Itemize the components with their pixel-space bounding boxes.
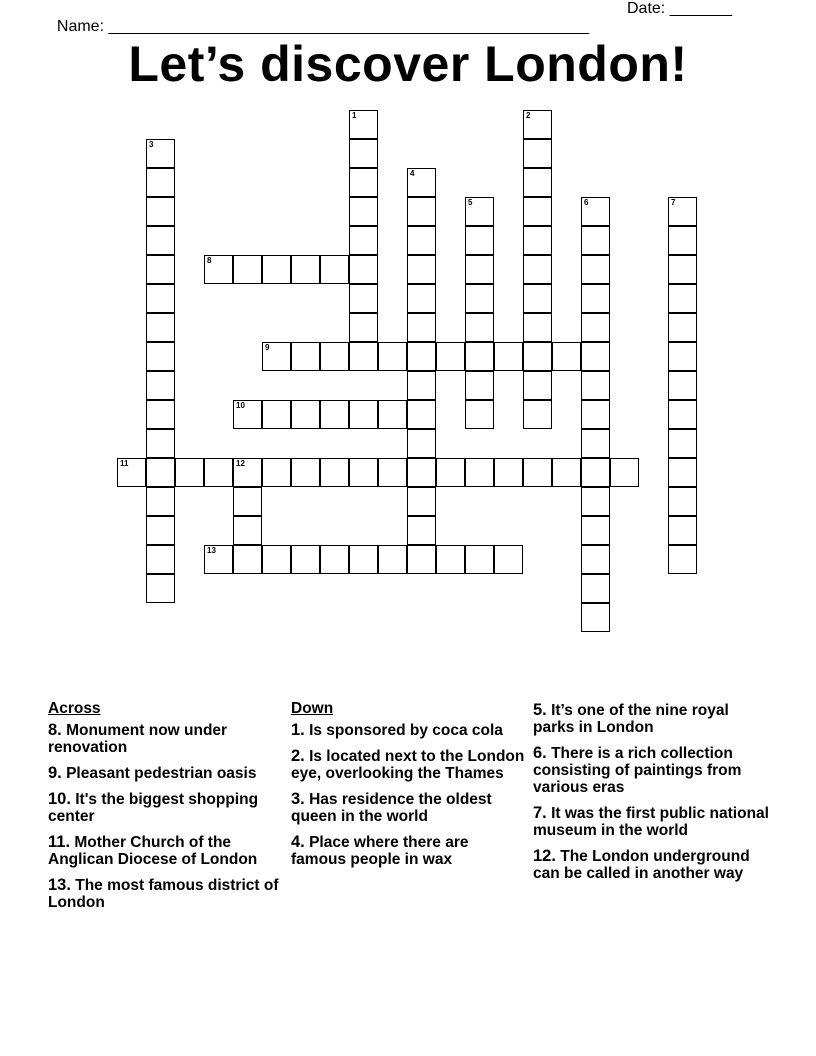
grid-cell[interactable] [349, 139, 378, 168]
grid-cell[interactable] [291, 458, 320, 487]
grid-cell[interactable] [320, 342, 349, 371]
clue-number: 8 [207, 256, 212, 265]
grid-cell[interactable] [523, 371, 552, 400]
grid-cell[interactable] [204, 545, 233, 574]
clue-number: 7 [671, 198, 676, 207]
grid-cell[interactable] [146, 458, 175, 487]
grid-cell[interactable] [668, 313, 697, 342]
grid-cell[interactable] [668, 545, 697, 574]
grid-cell[interactable] [523, 400, 552, 429]
grid-cell[interactable] [349, 313, 378, 342]
grid-cell[interactable] [581, 313, 610, 342]
grid-cell[interactable] [436, 545, 465, 574]
clue-down-2: 2. Is located next to the London eye, overlooking the Thames [291, 747, 525, 782]
clue-down-5: 5. It’s one of the nine royal parks in London [533, 701, 729, 736]
clue-number: 3 [149, 140, 154, 149]
grid-cell[interactable] [291, 545, 320, 574]
grid-cell[interactable] [146, 516, 175, 545]
grid-cell[interactable] [233, 255, 262, 284]
grid-cell[interactable] [407, 400, 436, 429]
grid-cell[interactable] [378, 400, 407, 429]
grid-cell[interactable] [465, 313, 494, 342]
grid-cell[interactable] [407, 226, 436, 255]
clue-number: 4 [410, 169, 415, 178]
clue-down-12: 12. The London underground can be called in another way [533, 847, 750, 882]
grid-cell[interactable] [291, 255, 320, 284]
grid-cell[interactable] [349, 342, 378, 371]
across-heading: Across [48, 700, 101, 717]
grid-cell[interactable] [465, 284, 494, 313]
grid-cell[interactable] [668, 284, 697, 313]
grid-cell[interactable] [494, 545, 523, 574]
grid-cell[interactable] [146, 197, 175, 226]
grid-cell[interactable] [407, 371, 436, 400]
clue-number: 1 [352, 111, 357, 120]
grid-cell[interactable] [233, 458, 262, 487]
grid-cell[interactable] [465, 226, 494, 255]
down-heading: Down [291, 700, 334, 717]
grid-cell[interactable] [407, 545, 436, 574]
grid-cell[interactable] [465, 545, 494, 574]
grid-cell[interactable] [581, 487, 610, 516]
grid-cell[interactable] [378, 342, 407, 371]
grid-cell[interactable] [291, 342, 320, 371]
grid-cell[interactable] [349, 255, 378, 284]
clue-across-8: 8. Monument now under renovation [48, 721, 228, 756]
grid-cell[interactable] [349, 458, 378, 487]
clue-across-13: 13. The most famous district of London [48, 876, 279, 911]
grid-cell[interactable] [523, 110, 552, 139]
grid-cell[interactable] [146, 226, 175, 255]
grid-cell[interactable] [349, 110, 378, 139]
grid-cell[interactable] [349, 197, 378, 226]
grid-cell[interactable] [146, 342, 175, 371]
clue-number: 5 [468, 198, 473, 207]
clue-across-10: 10. It's the biggest shopping center [48, 790, 259, 825]
grid-cell[interactable] [581, 342, 610, 371]
clue-down-1: 1. Is sponsored by coca cola [291, 721, 503, 739]
grid-cell[interactable] [262, 458, 291, 487]
grid-cell[interactable] [233, 400, 262, 429]
grid-cell[interactable] [146, 545, 175, 574]
grid-cell[interactable] [407, 516, 436, 545]
page-title: Let’s discover London! [128, 36, 688, 92]
grid-cell[interactable] [523, 168, 552, 197]
grid-cell[interactable] [552, 342, 581, 371]
clue-number: 6 [584, 198, 589, 207]
grid-cell[interactable] [146, 313, 175, 342]
name-field[interactable]: Name: ______________________________________________________ [56, 18, 589, 35]
clue-number: 9 [265, 343, 270, 352]
clue-number: 11 [120, 459, 129, 468]
grid-cell[interactable] [523, 284, 552, 313]
grid-cell[interactable] [581, 458, 610, 487]
grid-cell[interactable] [349, 545, 378, 574]
grid-cell[interactable] [349, 400, 378, 429]
grid-cell[interactable] [581, 255, 610, 284]
grid-cell[interactable] [407, 487, 436, 516]
clue-down-3: 3. Has residence the oldest queen in the world [291, 790, 492, 825]
grid-cell[interactable] [349, 226, 378, 255]
grid-cell[interactable] [320, 545, 349, 574]
grid-cell[interactable] [320, 255, 349, 284]
grid-cell[interactable] [668, 487, 697, 516]
grid-cell[interactable] [581, 371, 610, 400]
date-field[interactable]: Date: _______ [627, 0, 732, 17]
clue-across-9: 9. Pleasant pedestrian oasis [48, 764, 257, 782]
grid-cell[interactable] [407, 313, 436, 342]
across-clues [48, 700, 283, 920]
grid-cell[interactable] [378, 458, 407, 487]
grid-cell[interactable] [320, 458, 349, 487]
grid-cell[interactable] [407, 255, 436, 284]
grid-cell[interactable] [581, 226, 610, 255]
clue-number: 13 [207, 546, 216, 555]
grid-cell[interactable] [436, 458, 465, 487]
grid-cell[interactable] [436, 342, 465, 371]
grid-cell[interactable] [668, 429, 697, 458]
grid-cell[interactable] [668, 516, 697, 545]
grid-cell[interactable] [668, 371, 697, 400]
grid-cell[interactable] [291, 400, 320, 429]
grid-cell[interactable] [204, 458, 233, 487]
grid-cell[interactable] [581, 284, 610, 313]
grid-cell[interactable] [523, 313, 552, 342]
grid-cell[interactable] [349, 284, 378, 313]
clue-across-11: 11. Mother Church of the Anglican Diocese of London [48, 833, 258, 868]
grid-cell[interactable] [146, 574, 175, 603]
down-clues-continued [533, 702, 773, 891]
grid-cell[interactable] [146, 487, 175, 516]
grid-cell[interactable] [262, 342, 291, 371]
grid-cell[interactable] [581, 545, 610, 574]
grid-cell[interactable] [523, 139, 552, 168]
grid-cell[interactable] [668, 226, 697, 255]
grid-cell[interactable] [146, 255, 175, 284]
grid-cell[interactable] [146, 139, 175, 168]
clue-number: 10 [236, 401, 245, 410]
grid-cell[interactable] [465, 255, 494, 284]
grid-cell[interactable] [146, 284, 175, 313]
clue-down-4: 4. Place where there are famous people in wax [291, 833, 469, 868]
grid-cell[interactable] [465, 342, 494, 371]
grid-cell[interactable] [146, 400, 175, 429]
grid-cell[interactable] [581, 516, 610, 545]
grid-cell[interactable] [668, 342, 697, 371]
grid-cell[interactable] [581, 400, 610, 429]
grid-cell[interactable] [465, 197, 494, 226]
grid-cell[interactable] [233, 545, 262, 574]
grid-cell[interactable] [407, 429, 436, 458]
grid-cell[interactable] [349, 168, 378, 197]
grid-cell[interactable] [146, 429, 175, 458]
grid-cell[interactable] [668, 197, 697, 226]
grid-cell[interactable] [407, 342, 436, 371]
grid-cell[interactable] [610, 458, 639, 487]
down-clues [291, 700, 527, 877]
grid-cell[interactable] [175, 458, 204, 487]
grid-cell[interactable] [494, 342, 523, 371]
grid-cell[interactable] [407, 168, 436, 197]
clue-number: 12 [236, 459, 245, 468]
grid-cell[interactable] [117, 458, 146, 487]
grid-cell[interactable] [407, 284, 436, 313]
clue-down-7: 7. It was the first public national museum in the world [533, 804, 769, 839]
grid-cell[interactable] [581, 429, 610, 458]
grid-cell[interactable] [668, 458, 697, 487]
clue-number: 2 [526, 111, 531, 120]
grid-cell[interactable] [668, 400, 697, 429]
grid-cell[interactable] [465, 400, 494, 429]
grid-cell[interactable] [523, 255, 552, 284]
grid-cell[interactable] [581, 603, 610, 632]
clue-down-6: 6. There is a rich collection consisting of paintings from various eras [533, 744, 742, 796]
grid-cell[interactable] [523, 458, 552, 487]
grid-cell[interactable] [262, 400, 291, 429]
grid-cell[interactable] [407, 197, 436, 226]
grid-cell[interactable] [581, 197, 610, 226]
grid-cell[interactable] [494, 458, 523, 487]
grid-cell[interactable] [465, 458, 494, 487]
grid-cell[interactable] [233, 516, 262, 545]
grid-cell[interactable] [668, 255, 697, 284]
grid-cell[interactable] [523, 342, 552, 371]
grid-cell[interactable] [581, 574, 610, 603]
grid-cell[interactable] [378, 545, 407, 574]
grid-cell[interactable] [407, 458, 436, 487]
grid-cell[interactable] [204, 255, 233, 284]
grid-cell[interactable] [146, 371, 175, 400]
grid-cell[interactable] [552, 458, 581, 487]
grid-cell[interactable] [465, 371, 494, 400]
grid-cell[interactable] [262, 545, 291, 574]
grid-cell[interactable] [523, 197, 552, 226]
grid-cell[interactable] [262, 255, 291, 284]
grid-cell[interactable] [523, 226, 552, 255]
grid-cell[interactable] [320, 400, 349, 429]
grid-cell[interactable] [233, 487, 262, 516]
grid-cell[interactable] [146, 168, 175, 197]
